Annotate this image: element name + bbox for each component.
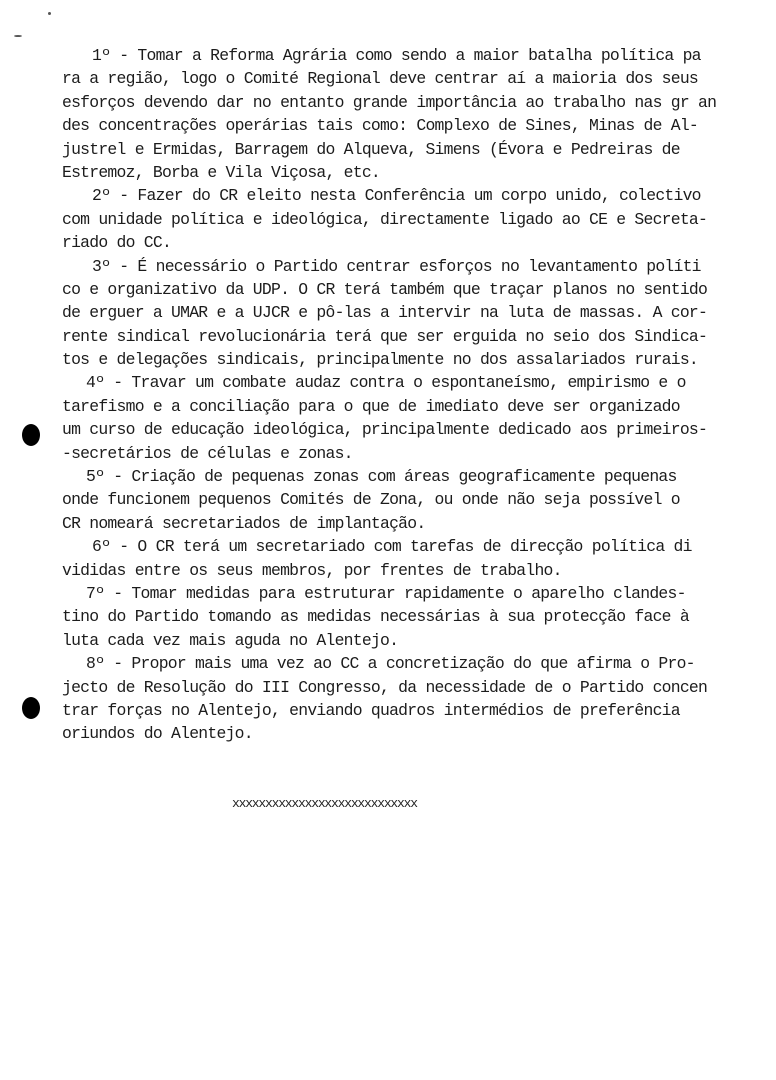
item-8-line: 8º - Propor mais uma vez ao CC a concretização do que afirma o Pro- bbox=[86, 654, 695, 674]
item-1-line: 1º - Tomar a Reforma Agrária como sendo a maior batalha política pa bbox=[92, 46, 701, 65]
scan-speck bbox=[14, 35, 22, 37]
text-line: ra a região, logo o Comité Regional deve centrar aí a maioria dos seus bbox=[62, 69, 699, 89]
text-line: Estremoz, Borba e Vila Viçosa, etc. bbox=[62, 162, 381, 182]
text-line: trar forças no Alentejo, enviando quadros intermédios de preferência bbox=[62, 700, 680, 720]
scan-speck bbox=[48, 12, 51, 15]
text-line: -secretários de células e zonas. bbox=[62, 443, 353, 463]
text-line: riado do CC. bbox=[62, 233, 172, 253]
text-line: rente sindical revolucionária terá que ser erguida no seio dos Sindica- bbox=[62, 326, 708, 346]
text-line: tino do Partido tomando as medidas necessárias à sua protecção face à bbox=[62, 607, 689, 627]
punch-hole-mark bbox=[22, 424, 40, 446]
item-7-line: 7º - Tomar medidas para estruturar rapidamente o aparelho clandes- bbox=[86, 583, 686, 603]
text-line: justrel e Ermidas, Barragem do Alqueva, Simens (Évora e Pedreiras de bbox=[62, 139, 680, 159]
text-line: esforços devendo dar no entanto grande importância ao trabalho nas gr an bbox=[62, 92, 717, 112]
text-line: um curso de educação ideológica, principalmente dedicado aos primeiros- bbox=[62, 420, 708, 440]
item-2-line: 2º - Fazer do CR eleito nesta Conferência um corpo unido, colectivo bbox=[92, 186, 701, 206]
text-line: luta cada vez mais aguda no Alentejo. bbox=[62, 630, 399, 650]
text-line: co e organizativo da UDP. O CR terá também que traçar planos no sentido bbox=[62, 279, 708, 299]
text-line: tarefismo e a conciliação para o que de imediato deve ser organizado bbox=[62, 396, 680, 416]
text-line: tos e delegações sindicais, principalmente no dos assalariados rurais. bbox=[62, 350, 699, 370]
item-3-line: 3º - É necessário o Partido centrar esforços no levantamento políti bbox=[92, 256, 701, 276]
text-line: oriundos do Alentejo. bbox=[62, 724, 253, 744]
item-6-line: 6º - O CR terá um secretariado com tarefas de direcção política di bbox=[92, 537, 692, 557]
punch-hole-mark bbox=[22, 697, 40, 719]
text-line: de erguer a UMAR e a UJCR e pô-las a intervir na luta de massas. A cor- bbox=[62, 303, 708, 323]
section-separator: xxxxxxxxxxxxxxxxxxxxxxxxxxxx bbox=[232, 796, 417, 811]
item-4-line: 4º - Travar um combate audaz contra o espontaneísmo, empirismo e o bbox=[86, 373, 686, 393]
text-line: vididas entre os seus membros, por frentes de trabalho. bbox=[62, 560, 562, 580]
document-body bbox=[62, 44, 774, 746]
text-line: des concentrações operárias tais como: Complexo de Sines, Minas de Al- bbox=[62, 116, 699, 136]
item-5-line: 5º - Criação de pequenas zonas com áreas geograficamente pequenas bbox=[86, 467, 677, 487]
text-line: onde funcionem pequenos Comités de Zona, ou onde não seja possível o bbox=[62, 490, 680, 510]
text-line: com unidade política e ideológica, directamente ligado ao CE e Secreta- bbox=[62, 209, 708, 229]
text-line: CR nomeará secretariados de implantação. bbox=[62, 513, 426, 533]
text-line: jecto de Resolução do III Congresso, da necessidade de o Partido concen bbox=[62, 677, 708, 697]
